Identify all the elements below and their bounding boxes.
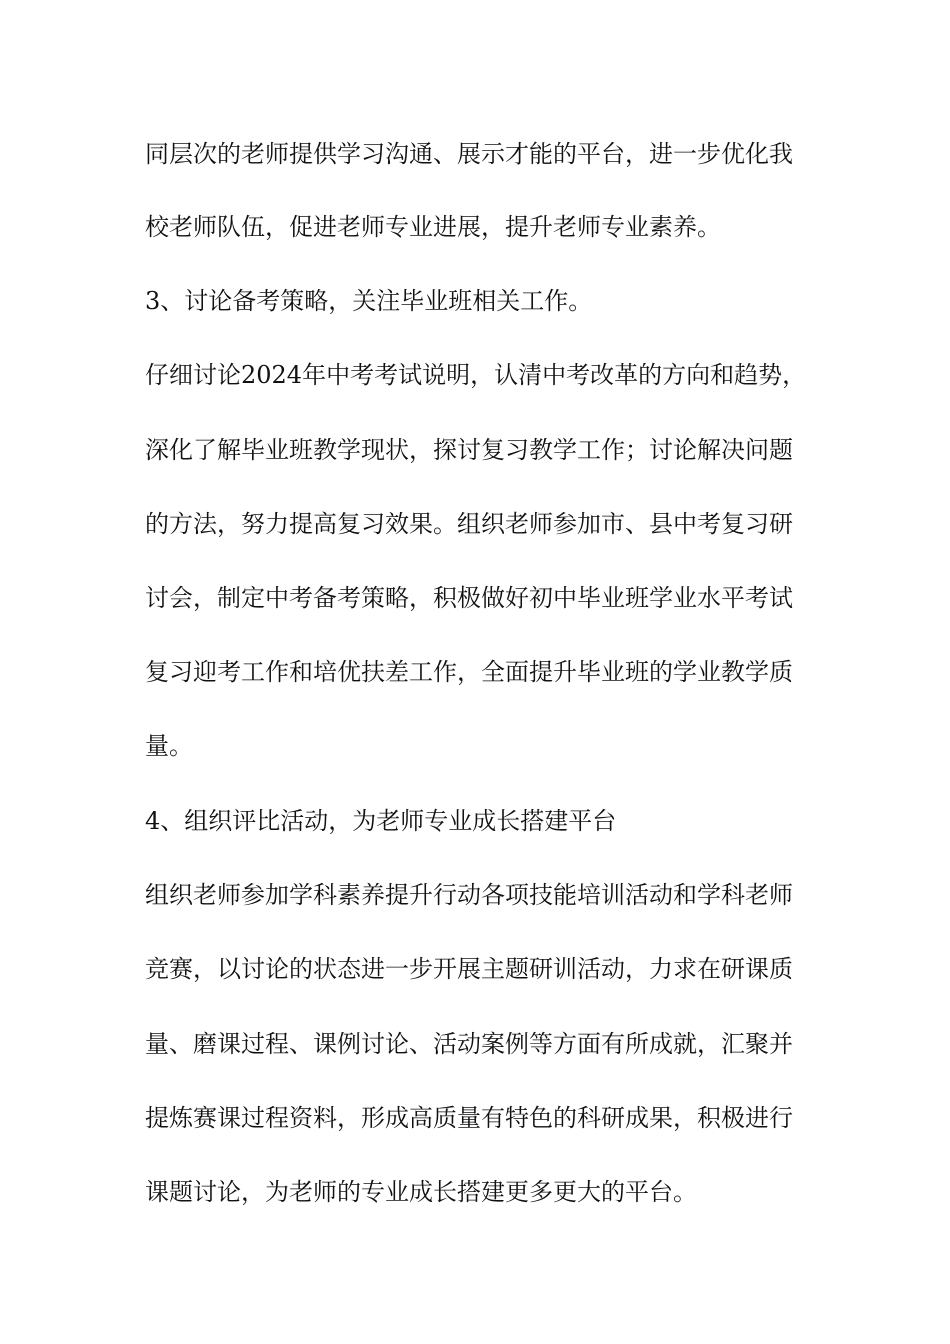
paragraph-line: 深化了解毕业班教学现状，探讨复习教学工作；讨论解决问题 [145, 436, 793, 464]
paragraph-line: 校老师队伍，促进老师专业进展，提升老师专业素养。 [145, 213, 721, 241]
paragraph-line: 同层次的老师提供学习沟通、展示才能的平台，进一步优化我 [145, 140, 793, 168]
paragraph-line: 组织老师参加学科素养提升行动各项技能培训活动和学科老师 [145, 881, 793, 909]
paragraph-line: 复习迎考工作和培优扶差工作，全面提升毕业班的学业教学质 [145, 658, 793, 686]
paragraph-line: 课题讨论，为老师的专业成长搭建更多更大的平台。 [145, 1178, 697, 1206]
paragraph-line: 仔细讨论2024年中考考试说明，认清中考改革的方向和趋势， [145, 361, 807, 389]
paragraph-line: 竞赛，以讨论的状态进一步开展主题研训活动，力求在研课质 [145, 955, 793, 983]
section-heading-3: 3、讨论备考策略，关注毕业班相关工作。 [145, 287, 593, 315]
paragraph-line: 量。 [145, 732, 193, 760]
paragraph-line: 的方法，努力提高复习效果。组织老师参加市、县中考复习研 [145, 510, 793, 538]
paragraph-line: 讨会，制定中考备考策略，积极做好初中毕业班学业水平考试 [145, 584, 793, 612]
paragraph-line: 量、磨课过程、课例讨论、活动案例等方面有所成就，汇聚并 [145, 1030, 793, 1058]
section-heading-4: 4、组织评比活动，为老师专业成长搭建平台 [145, 807, 617, 835]
paragraph-line: 提炼赛课过程资料，形成高质量有特色的科研成果，积极进行 [145, 1104, 793, 1132]
